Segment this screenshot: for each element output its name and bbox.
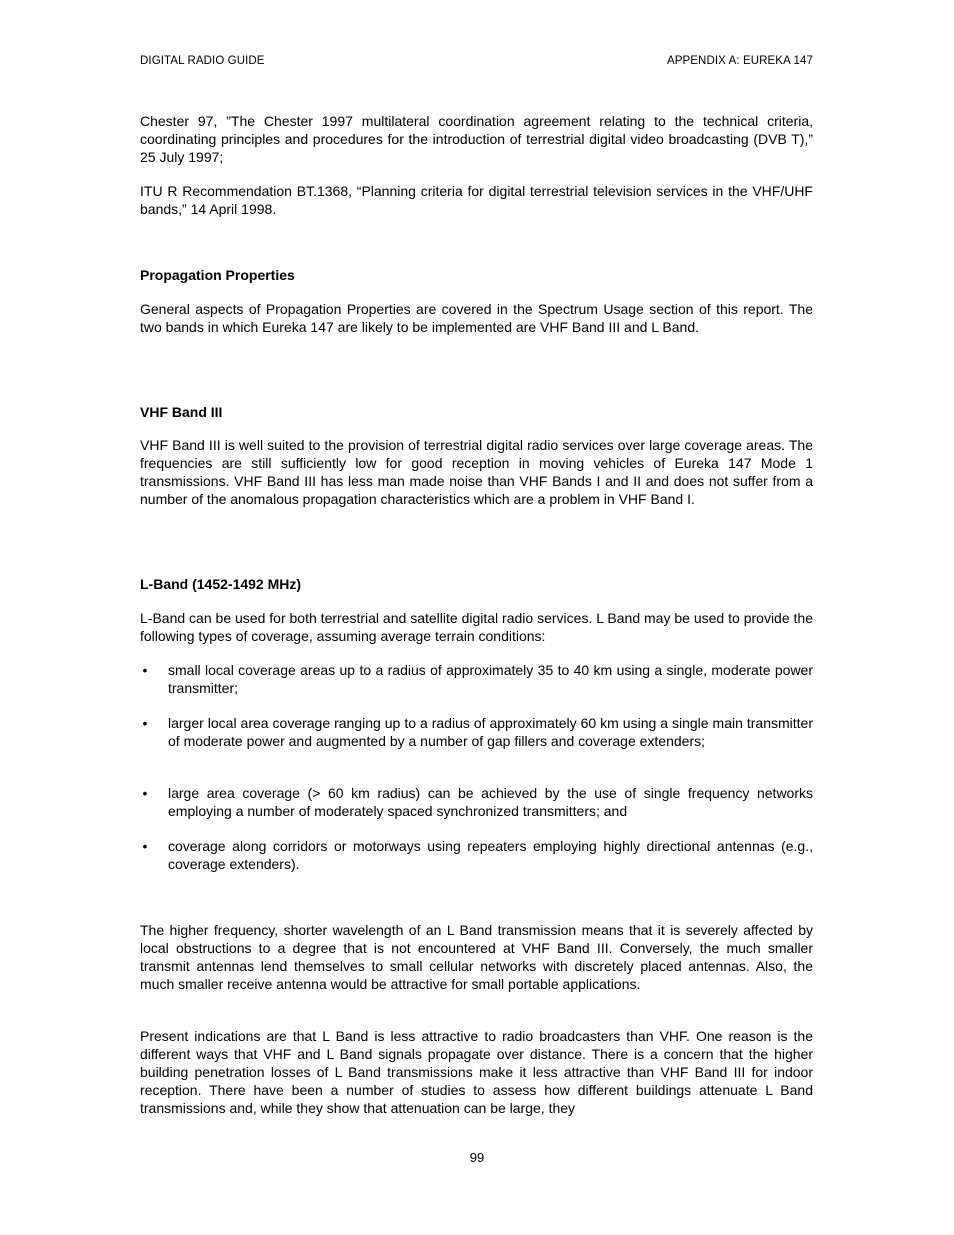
bullet-icon: • [142, 785, 148, 801]
list-item-text: larger local area coverage ranging up to a radius of approximately 60 km using a single main transmitter of moderate power and augmented by a number of gap fillers and coverage extenders; [168, 715, 813, 749]
bullet-icon: • [142, 715, 148, 731]
paragraph-present-indications: Present indications are that L Band is less attractive to radio broadcasters than VHF. One reason is the different ways that VHF and L Band signals propagate over distance. There is a concern that the higher building penetration losses of L Band transmissions make it less attractive than VHF Band III for indoor reception. There have been a number of studies to assess how different buildings attenuate L Band transmissions and, while they show that attenuation can be large, they [140, 1028, 813, 1116]
list-item [140, 714, 813, 750]
list-item-text: large area coverage (> 60 km radius) can be achieved by the use of single frequency networks employing a number of moderately spaced synchronized transmitters; and [168, 785, 813, 819]
page-number: 99 [469, 1150, 485, 1165]
bullet-icon: • [142, 838, 148, 854]
paragraph-l-band-intro: L-Band can be used for both terrestrial and satellite digital radio services. L Band may be used to provide the following types of coverage, assuming average terrain conditions: [140, 610, 813, 644]
list-item-text: coverage along corridors or motorways using repeaters employing highly directional antennas (e.g., coverage extenders). [168, 838, 813, 872]
list-item [140, 661, 813, 697]
list-item [140, 784, 813, 820]
heading-vhf-band-iii: VHF Band III [140, 404, 223, 420]
running-header-left: DIGITAL RADIO GUIDE [140, 55, 265, 67]
list-item [140, 837, 813, 873]
paragraph-vhf: VHF Band III is well suited to the provision of terrestrial digital radio services over large coverage areas. The frequencies are still sufficiently low for good reception in moving vehicles of Eureka 147 Mode 1 transmissions. VHF Band III has less man made noise than VHF Bands I and II and does not suffer from a number of the anomalous propagation characteristics which are a problem in VHF Band I. [140, 437, 813, 507]
reference-chester: Chester 97, ”The Chester 1997 multilateral coordination agreement relating to the technical criteria, coordinating principles and procedures for the introduction of terrestrial digital video broadcasting (DVB T),” 25 July 1997; [140, 113, 813, 165]
bullet-icon: • [142, 662, 148, 678]
heading-propagation-properties: Propagation Properties [140, 267, 295, 283]
running-header-right: APPENDIX A: EUREKA 147 [666, 55, 813, 67]
paragraph-propagation: General aspects of Propagation Properties are covered in the Spectrum Usage section of this report. The two bands in which Eureka 147 are likely to be implemented are VHF Band III and L Band. [140, 301, 813, 335]
list-item-text: small local coverage areas up to a radius of approximately 35 to 40 km using a single, moderate power transmitter; [168, 662, 813, 696]
paragraph-higher-frequency: The higher frequency, shorter wavelength of an L Band transmission means that it is severely affected by local obstructions to a degree that is not encountered at VHF Band III. Conversely, the much smaller transmit antennas lend themselves to small cellular networks with discretely placed antennas. Also, the much smaller receive antenna would be attractive for small portable applications. [140, 922, 813, 992]
reference-itu: ITU R Recommendation BT.1368, “Planning criteria for digital terrestrial television services in the VHF/UHF bands,” 14 April 1998. [140, 183, 813, 217]
heading-l-band: L-Band (1452-1492 MHz) [140, 576, 302, 592]
